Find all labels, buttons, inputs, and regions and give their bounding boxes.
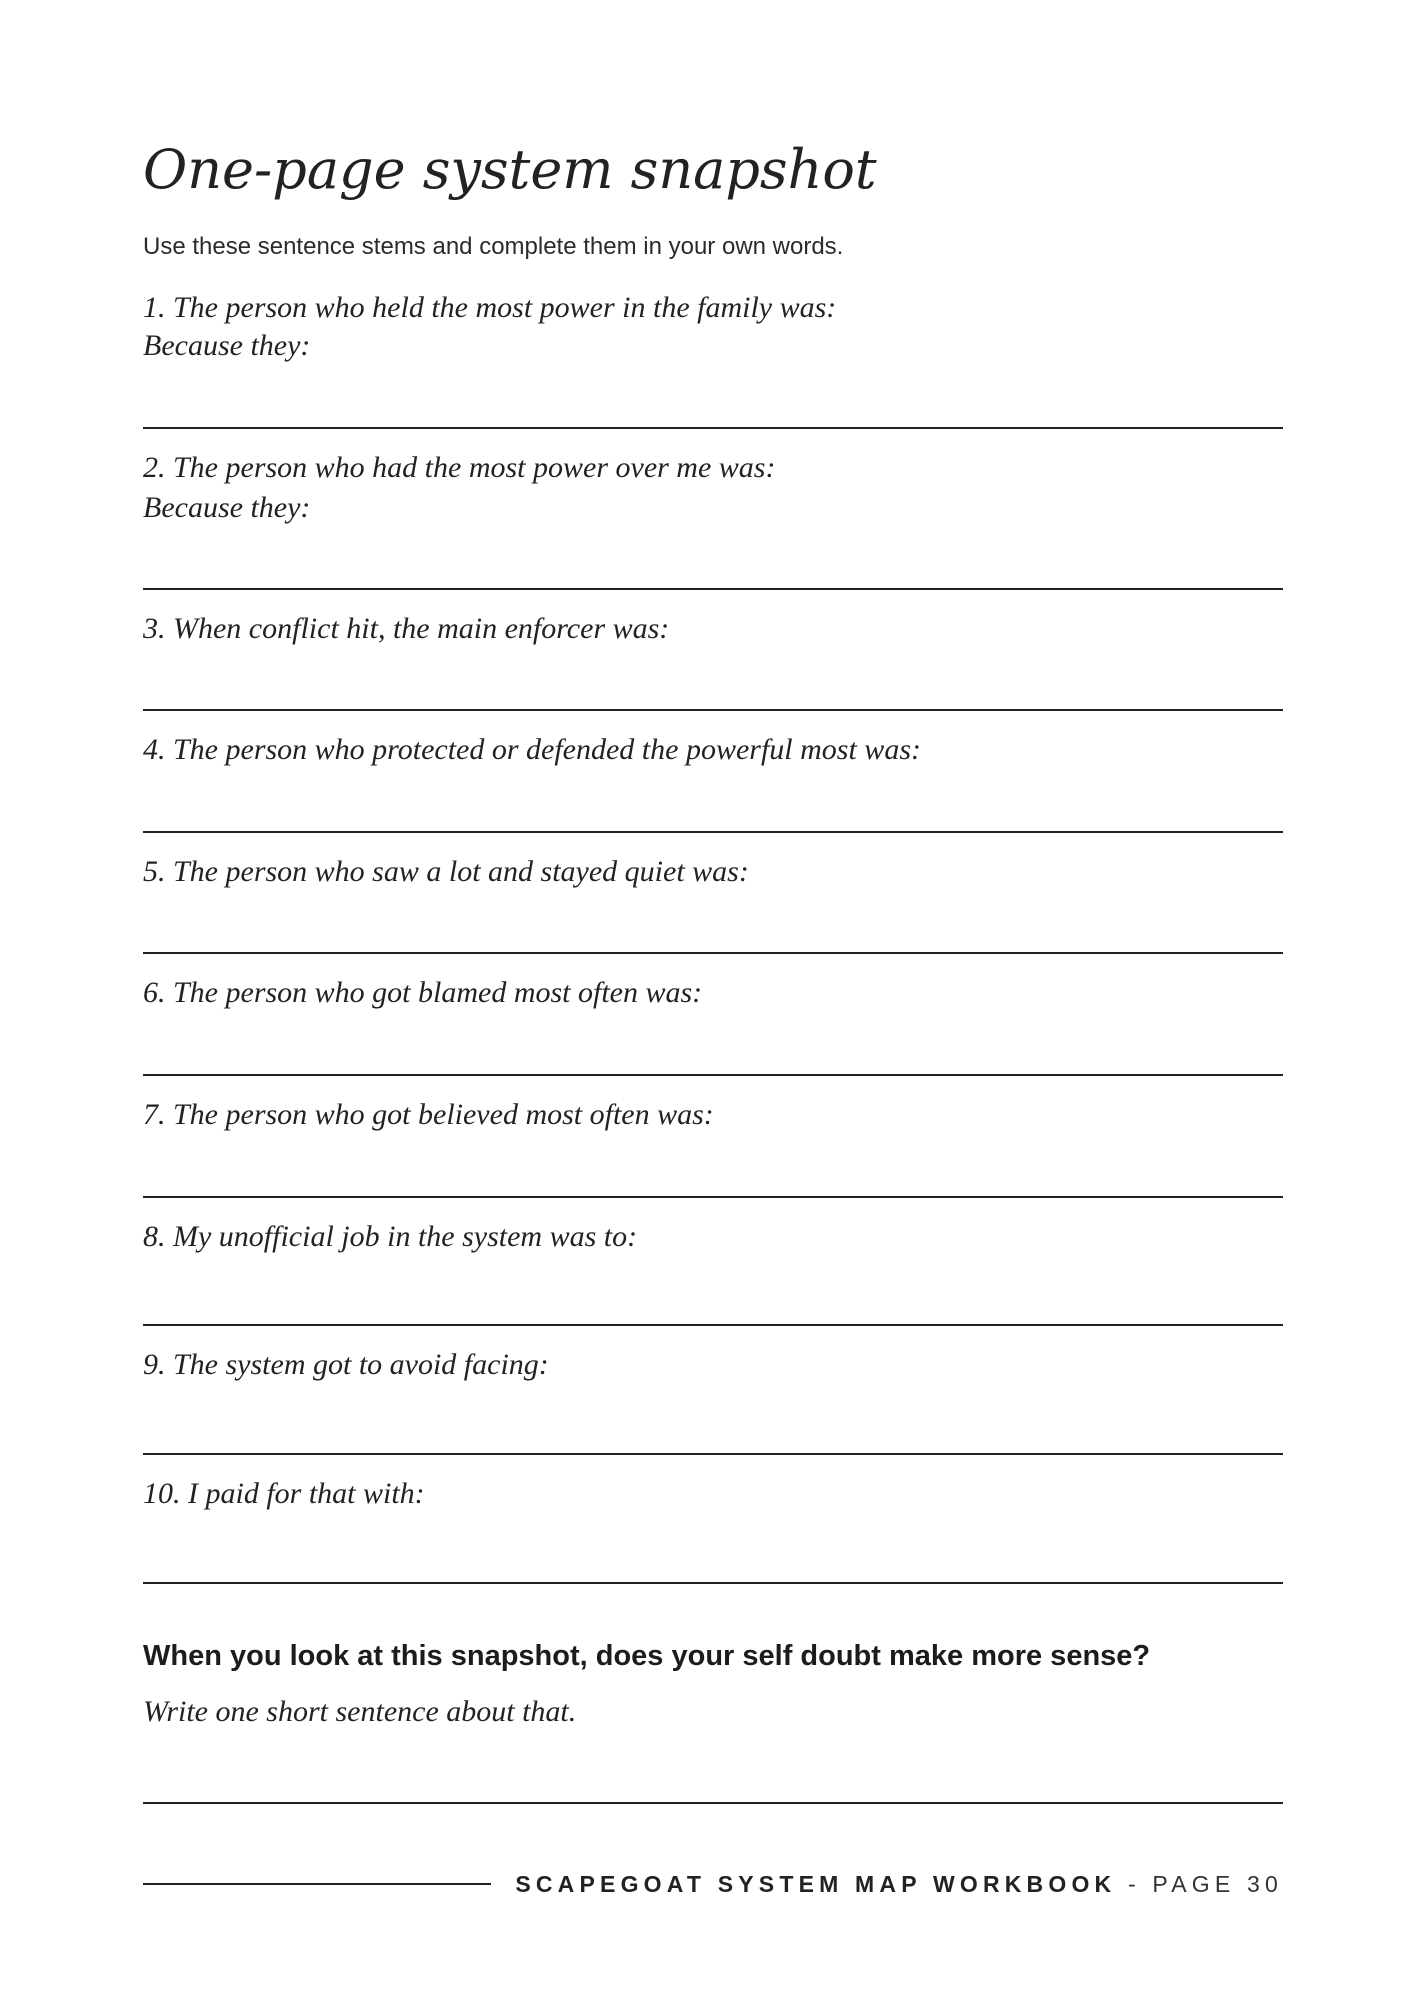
prompt-9: 9. The system got to avoid facing: [143, 1348, 549, 1381]
prompt-7: 7. The person who got believed most often was: [143, 1098, 714, 1131]
page-title: One-page system snapshot [143, 138, 877, 201]
answer-line-8[interactable] [143, 1324, 1283, 1326]
reflection-instruction: Write one short sentence about that. [143, 1695, 577, 1728]
footer-rule [143, 1883, 491, 1885]
answer-line-2[interactable] [143, 588, 1283, 590]
answer-line-3[interactable] [143, 709, 1283, 711]
footer-page-number: PAGE 30 [1152, 1871, 1283, 1897]
answer-line-10[interactable] [143, 1582, 1283, 1584]
answer-line-7[interactable] [143, 1196, 1283, 1198]
prompt-6: 6. The person who got blamed most often was: [143, 976, 703, 1009]
page-subtitle: Use these sentence stems and complete them in your own words. [143, 233, 844, 260]
answer-line-4[interactable] [143, 831, 1283, 833]
reflection-question: When you look at this snapshot, does your self doubt make more sense? [143, 1640, 1151, 1672]
prompt-1: 1. The person who held the most power in the family was: [143, 291, 837, 324]
answer-line-9[interactable] [143, 1453, 1283, 1455]
prompt-10: 10. I paid for that with: [143, 1477, 425, 1510]
footer-separator: - [1127, 1871, 1141, 1897]
prompt-2-follow-up: Because they: [143, 491, 311, 524]
prompt-8: 8. My unofficial job in the system was to: [143, 1220, 638, 1253]
prompt-1-follow-up: Because they: [143, 329, 311, 362]
answer-line-5[interactable] [143, 952, 1283, 954]
prompt-2: 2. The person who had the most power over me was: [143, 451, 776, 484]
answer-line-6[interactable] [143, 1074, 1283, 1076]
answer-line-1[interactable] [143, 427, 1283, 429]
reflection-answer-line[interactable] [143, 1802, 1283, 1804]
prompt-5: 5. The person who saw a lot and stayed quiet was: [143, 855, 749, 888]
prompt-3: 3. When conflict hit, the main enforcer was: [143, 612, 670, 645]
footer [515, 1870, 1283, 1898]
footer-workbook-title: SCAPEGOAT SYSTEM MAP WORKBOOK [515, 1871, 1117, 1897]
prompt-4: 4. The person who protected or defended the powerful most was: [143, 733, 921, 766]
